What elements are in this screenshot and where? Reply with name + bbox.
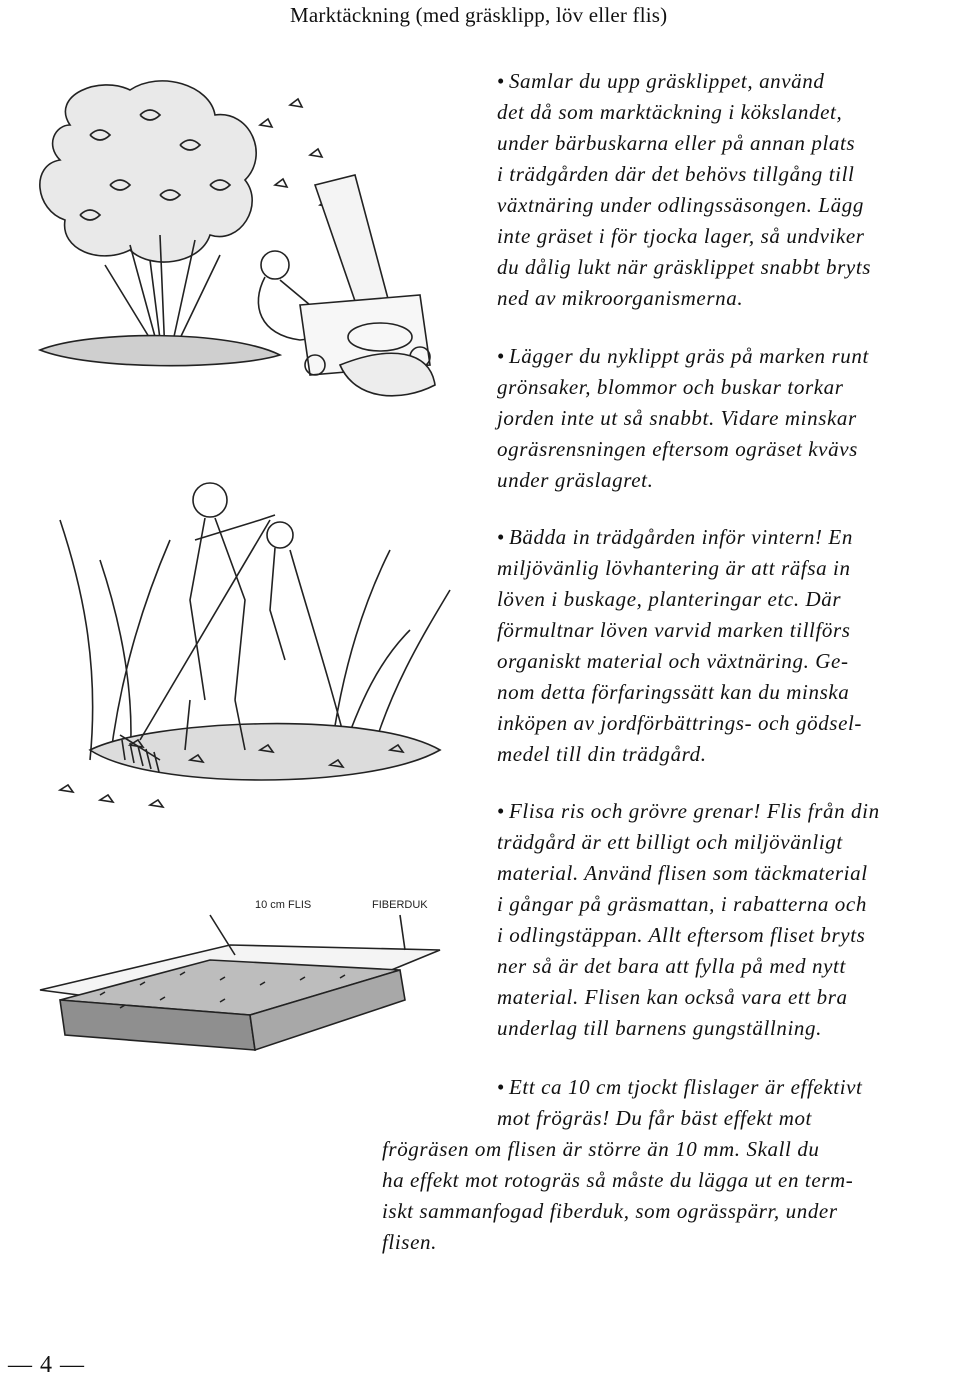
label-chip-layer: 10 cm FLIS <box>255 899 312 911</box>
raking-leaves-illustration <box>30 460 470 840</box>
text-line: i gångar på gräsmattan, i rabatterna och <box>497 892 867 916</box>
text-line: • Lägger du nyklippt gräs på marken runt <box>497 344 869 368</box>
text-line: du dålig lukt när gräsklippet snabbt bryts <box>497 255 872 279</box>
page-number: — 4 — <box>8 1352 85 1378</box>
text-line: • Ett ca 10 cm tjockt flislager är effektivt <box>497 1075 863 1099</box>
paragraph-chip-layer <box>382 1072 863 1258</box>
paragraph-fresh-grass <box>497 341 960 496</box>
text-line: ner så är det bara att fylla på med nytt <box>497 954 846 978</box>
bullet: • <box>497 344 505 368</box>
paragraph-wood-chips <box>497 796 960 1044</box>
text-line: miljövänlig lövhantering är att räfsa in <box>497 556 851 580</box>
text-line: inköpen av jordförbättrings- och gödsel- <box>497 711 863 735</box>
text-line: iskt sammanfogad fiberduk, som ogrässpärr, under <box>382 1199 838 1223</box>
text-line: • Samlar du upp gräsklippet, använd <box>497 69 825 93</box>
text-line: • Flisa ris och grövre grenar! Flis från din <box>497 799 880 823</box>
text-line: ogräsrensningen eftersom ogräset kvävs <box>497 437 858 461</box>
wood-chip-layer-illustration <box>20 890 460 1070</box>
text-line: underlag till barnens gungställning. <box>497 1016 822 1040</box>
text-line: jorden inte ut så snabbt. Vidare minskar <box>497 406 857 430</box>
bullet: • <box>497 799 505 823</box>
text-line: material. Använd flisen som täckmaterial <box>497 861 868 885</box>
text-line: förmultnar löven varvid marken tillförs <box>497 618 851 642</box>
text-line: grönsaker, blommor och buskar torkar <box>497 375 844 399</box>
text-line: medel till din trädgård. <box>497 742 707 766</box>
text-line: frögräsen om flisen är större än 10 mm. Skall du <box>382 1137 820 1161</box>
bush-lawnmower-illustration <box>10 65 450 405</box>
text-line: material. Flisen kan också vara ett bra <box>497 985 848 1009</box>
text-line: i odlingstäppan. Allt eftersom fliset bryts <box>497 923 866 947</box>
bullet: • <box>497 69 505 93</box>
text-line: mot frögräs! Du får bäst effekt mot <box>497 1106 812 1130</box>
label-fiber-fabric: FIBERDUK <box>372 899 428 911</box>
text-line: • Bädda in trädgården inför vintern! En <box>497 525 853 549</box>
text-line: under bärbuskarna eller på annan plats <box>497 131 856 155</box>
text-line: nom detta förfaringssätt kan du minska <box>497 680 850 704</box>
text-line: löven i buskage, planteringar etc. Där <box>497 587 842 611</box>
text-line: i trädgården där det behövs tillgång till <box>497 162 855 186</box>
text-line: organiskt material och växtnäring. Ge- <box>497 649 849 673</box>
paragraph-leaves <box>497 522 960 770</box>
paragraph-grass-clippings <box>497 66 960 314</box>
text-line: det då som marktäckning i kökslandet, <box>497 100 843 124</box>
text-line: under gräslagret. <box>497 468 654 492</box>
text-line: trädgård är ett billigt och miljövänligt <box>497 830 843 854</box>
text-line: växtnäring under odlingssäsongen. Lägg <box>497 193 864 217</box>
page-heading: Marktäckning (med gräsklipp, löv eller flis) <box>290 3 668 27</box>
bullet: • <box>497 525 505 549</box>
text-line: ned av mikroorganismerna. <box>497 286 744 310</box>
bullet: • <box>497 1075 505 1099</box>
text-line: ha effekt mot rotogräs så måste du lägga ut en term- <box>382 1168 854 1192</box>
text-line: inte gräset i för tjocka lager, så undviker <box>497 224 865 248</box>
text-line: flisen. <box>382 1230 437 1254</box>
